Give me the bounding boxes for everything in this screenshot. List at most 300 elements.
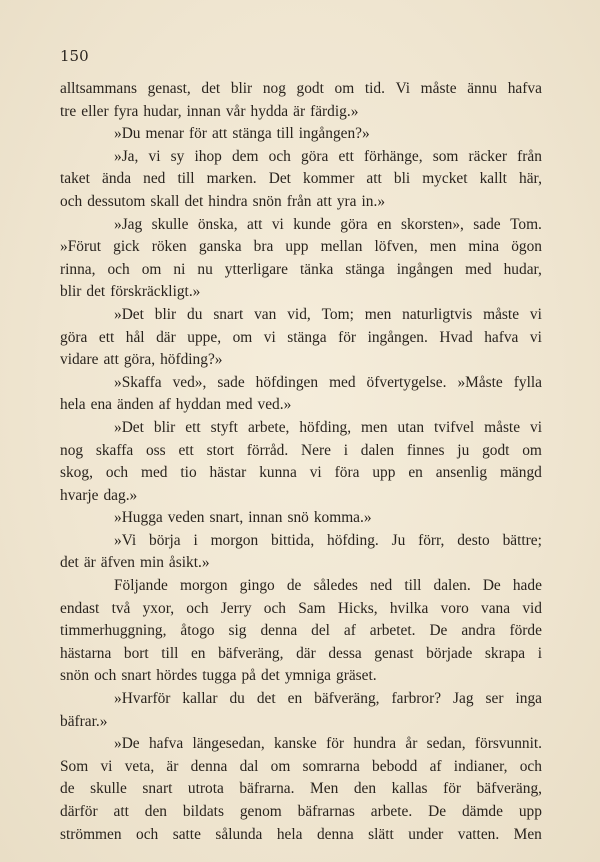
word: endast [60, 599, 100, 617]
word: voro [440, 599, 469, 617]
word: strömmen [60, 825, 122, 843]
word: höfding?» [160, 351, 223, 369]
word: det [60, 554, 79, 572]
text-line [60, 191, 542, 214]
word: ända [102, 170, 132, 188]
word: bort [123, 644, 149, 662]
word: bäfveräng, [218, 644, 284, 662]
word: för [338, 328, 357, 346]
word: ett [178, 441, 194, 459]
word: från [286, 192, 312, 210]
word: bra [253, 238, 274, 256]
word: det [261, 667, 280, 685]
word: höfding, [299, 418, 352, 436]
word: bättre; [502, 531, 542, 549]
word: men [361, 418, 388, 436]
word: kommer [303, 170, 355, 188]
word: vi [271, 215, 284, 233]
word: af [343, 622, 356, 640]
word: dem [231, 147, 259, 165]
word: hvilka [389, 599, 429, 617]
word: hindra [208, 192, 248, 210]
text-line [60, 620, 542, 643]
text-line [60, 168, 542, 191]
word: hundra [353, 735, 397, 753]
word: hästarna [60, 644, 112, 662]
word: dalen. [433, 577, 471, 595]
word: ganska [198, 238, 242, 256]
word: med [140, 464, 168, 482]
word: och [136, 825, 159, 843]
word: desto [457, 531, 490, 549]
word: andra [461, 622, 496, 640]
text-line [60, 643, 542, 666]
word: rinna, [60, 260, 96, 278]
word: innan [186, 102, 221, 120]
word: skorsten», [401, 215, 464, 233]
word: yra [336, 192, 357, 210]
word: är [83, 554, 96, 572]
word: ännu [467, 80, 498, 97]
word: således [313, 577, 358, 595]
word: yxor, [142, 599, 175, 617]
text-line [60, 485, 542, 508]
word: hyddan [175, 396, 222, 414]
word: gingo [239, 577, 275, 595]
word: arbete. [370, 803, 413, 820]
word: du [229, 690, 245, 708]
word: kunde [293, 215, 331, 233]
word: fylla [513, 373, 542, 391]
word: till [177, 170, 195, 188]
word: naturligtvis [402, 305, 473, 323]
word: måste [484, 418, 521, 436]
word: tvifvel [433, 418, 475, 436]
word: Tom; [321, 305, 354, 323]
word: dal [239, 757, 259, 775]
word: med [465, 260, 492, 278]
word: till [404, 577, 422, 595]
word: dag.» [103, 486, 138, 504]
word: stort [206, 441, 234, 459]
word: bittida, [271, 531, 315, 549]
word: vi [148, 147, 161, 165]
text-line [60, 417, 542, 440]
word: för [443, 780, 462, 798]
word: vatten. [457, 825, 500, 843]
text-line [60, 711, 542, 734]
text-line [60, 552, 542, 575]
text-line [60, 756, 542, 779]
word: som [432, 147, 459, 165]
word: om [270, 757, 291, 775]
word: vi [529, 305, 542, 323]
word: snart, [209, 509, 244, 527]
word: De [428, 803, 447, 820]
word: det [201, 80, 221, 97]
word: upp [285, 238, 309, 256]
word: under [408, 825, 444, 843]
word: Tom. [510, 215, 542, 233]
text-line [60, 281, 542, 304]
word: styft [210, 418, 238, 436]
word: dämde [461, 803, 503, 820]
word: taket [60, 170, 90, 188]
word: »Förut [60, 238, 102, 256]
word: tid. [364, 80, 385, 97]
word: Hicks, [337, 599, 378, 617]
text-line [60, 236, 542, 259]
word: Men [513, 825, 542, 843]
word: att [247, 215, 263, 233]
word: snön [252, 192, 282, 210]
word: år [405, 735, 418, 753]
word: stänga [232, 125, 272, 143]
word: och [186, 599, 209, 617]
word: nu [197, 260, 213, 278]
word: dessa [328, 644, 362, 662]
word: nog [262, 80, 286, 97]
word: upp [372, 464, 396, 482]
word: måste [483, 305, 520, 323]
word: vi [530, 418, 542, 436]
text-line [60, 327, 542, 350]
word: ett [338, 147, 354, 165]
word: sålunda [215, 825, 263, 843]
word: började [426, 644, 473, 662]
text-line [60, 778, 542, 801]
word: indianer, [453, 757, 508, 775]
word: på [241, 667, 257, 685]
word: »De [114, 735, 140, 753]
word: af [429, 757, 442, 775]
text-line [60, 78, 542, 101]
word: en [287, 690, 303, 708]
word: för [326, 735, 345, 753]
word: förhänge, [364, 147, 423, 165]
word: och [263, 599, 287, 617]
word: stänga [287, 328, 327, 346]
word: hål [125, 328, 145, 346]
word: men [364, 305, 392, 323]
text-line [60, 372, 542, 395]
word: uppe, [187, 328, 222, 346]
word: Jerry [220, 599, 252, 617]
word: fyra [113, 102, 139, 120]
word: och [105, 464, 129, 482]
word: Hvad [439, 328, 473, 346]
word: förråd. [246, 441, 289, 459]
word: arbete, [247, 418, 290, 436]
word: är [293, 102, 306, 120]
text-line [60, 146, 542, 169]
word: en [408, 464, 423, 482]
word: min [139, 554, 164, 572]
word: eller [81, 102, 109, 120]
word: åtogo [180, 622, 215, 640]
word: ned [370, 577, 393, 595]
word: att [103, 351, 119, 369]
word: snart [121, 667, 152, 685]
text-line [60, 304, 542, 327]
word: Som [60, 757, 89, 775]
word: mängd [499, 464, 542, 482]
word: ved», [172, 373, 207, 391]
text-line [60, 259, 542, 282]
word: ni [173, 260, 186, 278]
word: »Du [114, 125, 141, 143]
word: dessutom [87, 192, 146, 210]
word: sy [170, 147, 185, 165]
word: och [60, 192, 83, 210]
word: denna [260, 622, 298, 640]
word: åsikt.» [168, 554, 210, 572]
word: »Skaffa [114, 373, 162, 391]
word: i [343, 441, 348, 459]
word: gick [113, 238, 140, 256]
word: vid [522, 599, 542, 617]
word: veta, [124, 757, 155, 775]
word: en [190, 644, 206, 662]
word: två [111, 599, 131, 617]
word: »Hugga [114, 509, 163, 527]
word: kallas [391, 780, 428, 798]
word: finnes [406, 441, 445, 459]
word: ett [185, 418, 201, 436]
word: satte [172, 825, 201, 843]
word: sade [473, 215, 501, 233]
word: där [156, 328, 176, 346]
word: sig [228, 622, 247, 640]
word: godt [482, 441, 510, 459]
word: skaffa [95, 441, 134, 459]
word: bäfrarna. [239, 780, 295, 798]
word: Jag [453, 690, 474, 708]
word: tänka [300, 260, 334, 278]
word: De [429, 622, 448, 640]
word: ögon [511, 238, 542, 256]
word: utan [397, 418, 425, 436]
word: bildats [182, 803, 224, 820]
word: timmerhuggning, [60, 622, 167, 640]
word: arbetet. [369, 622, 416, 640]
word: hade [512, 577, 542, 595]
word: det [256, 690, 276, 708]
word: skulle [151, 215, 189, 233]
word: med [226, 396, 253, 414]
word: inga [515, 690, 542, 708]
word: blir [153, 418, 176, 436]
word: höfdingen [255, 373, 319, 391]
word: slätt [368, 825, 394, 843]
word: att [113, 803, 129, 820]
word: bäfveräng, [314, 690, 380, 708]
word: den [144, 803, 168, 820]
word: det [86, 283, 106, 301]
word: tre [60, 102, 77, 120]
word: snön [60, 667, 90, 685]
word: den [353, 780, 377, 798]
word: vana [481, 599, 511, 617]
word: är [166, 757, 179, 775]
word: van [254, 305, 277, 323]
word: ett [98, 328, 115, 346]
text-line [60, 507, 542, 530]
word: ingången?» [298, 125, 370, 143]
word: längesedan, [192, 735, 265, 753]
word: ju [457, 441, 470, 459]
word: hela [60, 396, 86, 414]
text-line [60, 733, 542, 756]
text-line [60, 801, 542, 824]
word: Sam [298, 599, 326, 617]
word: förde [509, 622, 542, 640]
word: ytterligare [224, 260, 289, 278]
word: men [429, 238, 457, 256]
word: om [232, 328, 253, 346]
word: vi [100, 757, 113, 775]
word: denna [316, 825, 354, 843]
word: räcker [468, 147, 507, 165]
word: vidare [60, 351, 99, 369]
word: att [211, 125, 228, 143]
word: skulle [90, 780, 127, 798]
word: i [193, 531, 198, 549]
word: hafva [507, 80, 542, 97]
word: utrota [187, 780, 224, 798]
page-number: 150 [60, 47, 89, 65]
word: om [141, 260, 162, 278]
word: därför [60, 803, 98, 820]
word: ned [143, 170, 166, 188]
word: mellan [320, 238, 363, 256]
word: änden [117, 396, 154, 414]
word: göra [301, 147, 329, 165]
word: dalen [360, 441, 395, 459]
word: genom [239, 803, 282, 820]
word: »Vi [114, 531, 137, 549]
word: ena [90, 396, 112, 414]
word: önska, [197, 215, 238, 233]
text-line [60, 575, 542, 598]
word: för [188, 125, 207, 143]
word: genast, [147, 80, 191, 97]
word: om [334, 80, 355, 97]
word: de [286, 577, 302, 595]
word: där [296, 644, 316, 662]
word: vi [309, 464, 322, 482]
word: godt [296, 80, 324, 97]
word: upp [518, 803, 542, 820]
word: skall [150, 192, 180, 210]
text-line [60, 123, 542, 146]
word: vår [225, 102, 246, 120]
word: hvarje [60, 486, 99, 504]
word: farbror? [391, 690, 442, 708]
text-line [60, 824, 542, 847]
word: Nere [301, 441, 331, 459]
text-line [60, 688, 542, 711]
word: menar [145, 125, 184, 143]
word: kallt [479, 170, 507, 188]
word: röken [151, 238, 187, 256]
body-text [60, 78, 542, 846]
word: Men [310, 780, 339, 798]
word: vid, [287, 305, 311, 323]
word: börja [149, 531, 181, 549]
word: ihop [194, 147, 222, 165]
word: skrapa [484, 644, 526, 662]
word: tugga [202, 667, 237, 685]
word: somrarna [302, 757, 360, 775]
word: till [276, 125, 294, 143]
word: bli [393, 170, 411, 188]
text-line [60, 101, 542, 124]
word: alltsammans [60, 80, 137, 97]
word: del [311, 622, 330, 640]
word: och [519, 757, 542, 775]
word: blir [60, 283, 82, 301]
word: denna [190, 757, 228, 775]
word: komma.» [313, 509, 372, 527]
word: måste [420, 80, 457, 97]
word: genast [374, 644, 414, 662]
word: äfven [100, 554, 135, 572]
word: och [268, 147, 291, 165]
word: föra [334, 464, 360, 482]
word: i [537, 644, 542, 662]
word: morgon [210, 531, 259, 549]
text-line [60, 394, 542, 417]
word: mycket [422, 170, 468, 188]
word: snö [287, 509, 309, 527]
word: hafva [484, 328, 519, 346]
word: hördes [156, 667, 198, 685]
word: höfding. [327, 531, 379, 549]
word: göra [60, 328, 88, 346]
word: förskräckligt.» [110, 283, 201, 301]
word: Det [268, 170, 291, 188]
word: hästar [209, 464, 247, 482]
word: och [107, 260, 130, 278]
word: Ju [391, 531, 406, 549]
word: snart [142, 780, 173, 798]
text-line [60, 440, 542, 463]
word: hudar, [503, 260, 542, 278]
word: Följande [114, 577, 168, 595]
word: öfvertygelse. [366, 373, 447, 391]
word: om [522, 441, 542, 459]
word: »Ja, [114, 147, 139, 165]
word: kallar [182, 690, 218, 708]
word: sade [217, 373, 245, 391]
word: »Det [114, 418, 144, 436]
word: »Hvarför [114, 690, 171, 708]
word: ingången. [367, 328, 428, 346]
word: förr, [418, 531, 445, 549]
word: »Jag [114, 215, 143, 233]
word: vi [529, 328, 542, 346]
word: att [316, 192, 332, 210]
word: »Måste [457, 373, 503, 391]
word: bäfrar.» [60, 712, 108, 730]
word: af [158, 396, 171, 414]
word: försvunnit. [474, 735, 542, 753]
word: Vi [395, 80, 411, 97]
word: ansenlig [435, 464, 488, 482]
word: stänga [345, 260, 385, 278]
text-line [60, 530, 542, 553]
